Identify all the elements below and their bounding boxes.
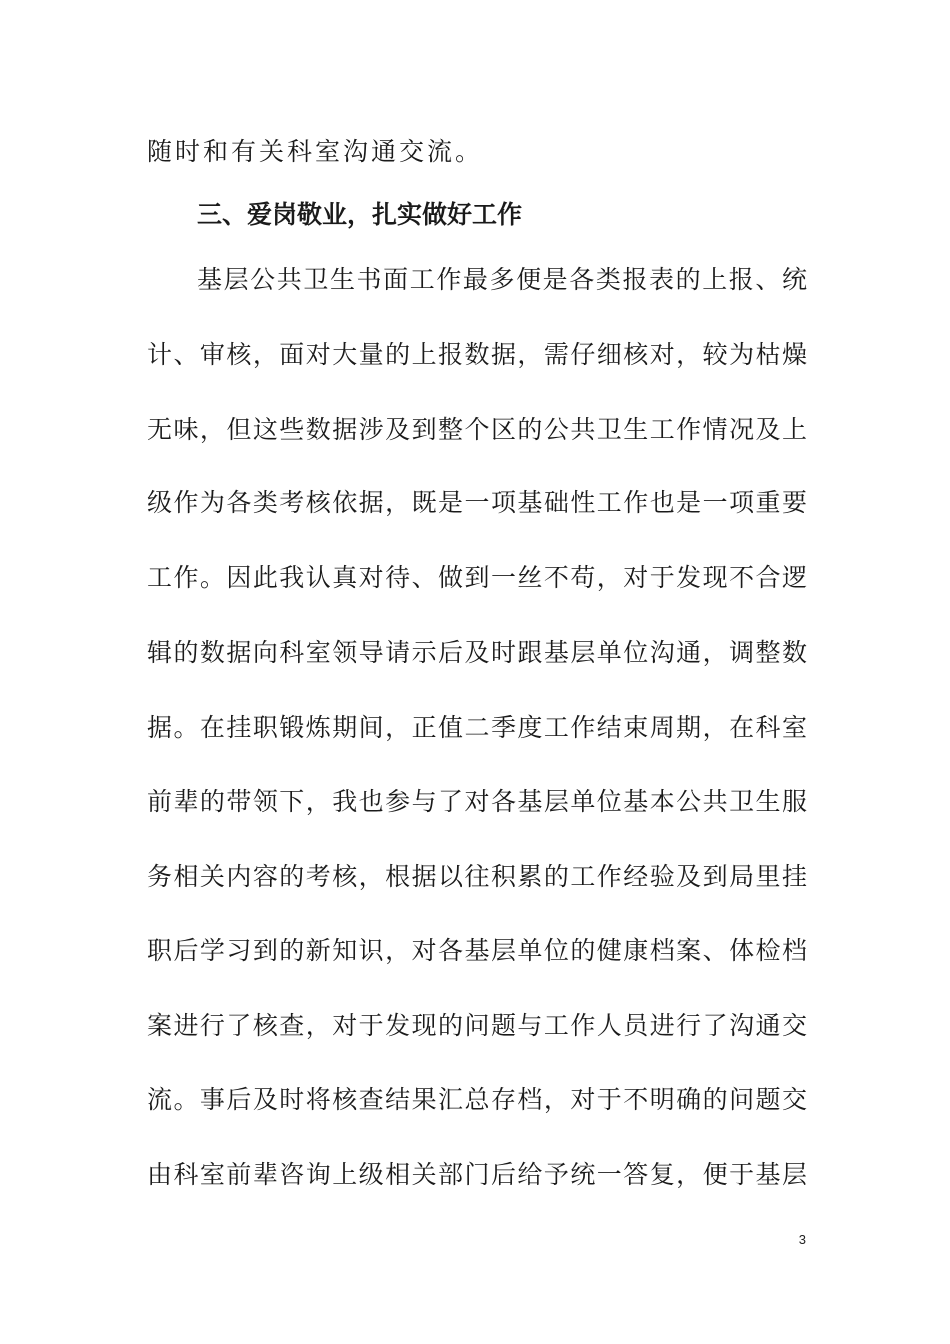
section-heading: 三、爱岗敬业，扎实做好工作 [197, 200, 523, 229]
paragraph-line: 案进行了核查，对于发现的问题与工作人员进行了沟通交 [147, 1011, 807, 1040]
paragraph-line: 辑的数据向科室领导请示后及时跟基层单位沟通，调整数 [147, 638, 807, 667]
paragraph-line: 据。在挂职锻炼期间，正值二季度工作结束周期，在科室 [147, 713, 807, 742]
paragraph-line: 职后学习到的新知识，对各基层单位的健康档案、体检档 [147, 936, 807, 965]
paragraph-line: 计、审核，面对大量的上报数据，需仔细核对，较为枯燥 [147, 340, 807, 369]
paragraph-line: 流。事后及时将核查结果汇总存档，对于不明确的问题交 [147, 1085, 807, 1114]
paragraph-line: 级作为各类考核依据，既是一项基础性工作也是一项重要 [147, 488, 807, 517]
paragraph-line: 无味，但这些数据涉及到整个区的公共卫生工作情况及上 [147, 415, 807, 444]
paragraph-line: 务相关内容的考核，根据以往积累的工作经验及到局里挂 [147, 862, 807, 891]
paragraph-line: 基层公共卫生书面工作最多便是各类报表的上报、统 [197, 265, 807, 294]
paragraph-line: 前辈的带领下，我也参与了对各基层单位基本公共卫生服 [147, 787, 807, 816]
page-number: 3 [798, 1232, 806, 1247]
paragraph-line: 工作。因此我认真对待、做到一丝不苟，对于发现不合逻 [147, 563, 807, 592]
continuation-line: 随时和有关科室沟通交流。 [147, 137, 484, 166]
paragraph-line: 由科室前辈咨询上级相关部门后给予统一答复，便于基层 [147, 1160, 807, 1189]
